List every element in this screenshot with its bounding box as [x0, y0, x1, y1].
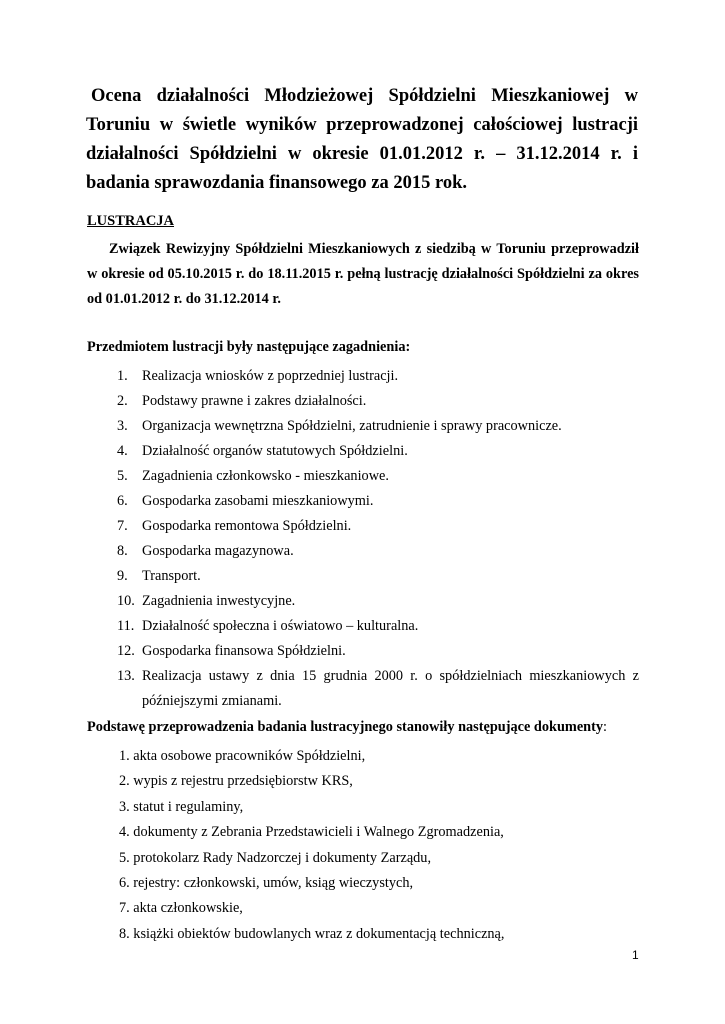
list-item — [87, 564, 639, 589]
document-title — [86, 82, 638, 198]
list-item-number: 1. — [117, 368, 128, 384]
list-item — [87, 664, 639, 714]
list-item-text: Gospodarka finansowa Spółdzielni. — [142, 643, 346, 659]
list-item-text: Realizacja ustawy z dnia 15 grudnia 2000 r. o spółdzielniach mieszkaniowych z późniejszymi zmianami. — [142, 668, 639, 709]
documents-heading-text: Podstawę przeprowadzenia badania lustracyjnego stanowiły następujące dokumenty — [87, 719, 604, 735]
list-item-number: 12. — [117, 643, 135, 659]
list-item-text: Organizacja wewnętrzna Spółdzielni, zatrudnienie i sprawy pracownicze. — [142, 418, 562, 434]
list-item-number: 3. — [117, 418, 128, 434]
list-item-number: 4. — [117, 443, 128, 459]
subjects-heading: Przedmiotem lustracji były następujące zagadnienia: — [87, 339, 411, 355]
list-item: 5. protokolarz Rady Nadzorczej i dokumenty Zarządu, — [119, 849, 432, 866]
list-item — [87, 589, 639, 614]
list-item-number: 9. — [117, 568, 128, 584]
list-item — [87, 439, 639, 464]
section-heading-lustracja: LUSTRACJA — [87, 213, 175, 229]
list-item-number: 2. — [117, 393, 128, 409]
documents-list — [87, 744, 639, 947]
list-item — [87, 414, 639, 439]
list-item-text: Zagadnienia inwestycyjne. — [142, 593, 296, 609]
list-item: 1. akta osobowe pracowników Spółdzielni, — [119, 748, 366, 764]
list-item-text: Zagadnienia członkowsko - mieszkaniowe. — [142, 468, 389, 484]
list-item-number: 8. — [117, 543, 128, 559]
list-item-number: 6. — [117, 493, 128, 509]
subjects-list — [87, 364, 639, 714]
list-item: 4. dokumenty z Zebrania Przedstawicieli i Walnego Zgromadzenia, — [119, 824, 504, 841]
list-item — [87, 639, 639, 664]
title-first-line: Ocena działalności Młodzieżowej Spółdzielni Mieszkaniowej w Toruniu w — [86, 86, 638, 135]
list-item — [87, 489, 639, 514]
list-item — [87, 389, 639, 414]
list-item-text: Gospodarka remontowa Spółdzielni. — [142, 518, 352, 534]
list-item: 2. wypis z rejestru przedsiębiorstw KRS, — [119, 773, 353, 790]
list-item — [87, 364, 639, 389]
list-item: 7. akta członkowskie, — [119, 900, 243, 917]
list-item-text: Transport. — [142, 568, 201, 584]
list-item-text: Gospodarka zasobami mieszkaniowymi. — [142, 493, 374, 509]
list-item-text: Gospodarka magazynowa. — [142, 543, 294, 559]
list-item — [87, 614, 639, 639]
title-continuation: świetle wyników przeprowadzonej całościowej lustracji działalności Spółdzielni w okresie 01.01.2012 r. – 31.12.2014 r. i badania sprawozdania finansowego za 2015 rok. — [86, 115, 638, 193]
list-item-text: Podstawy prawne i zakres działalności. — [142, 393, 367, 409]
list-item — [87, 514, 639, 539]
list-item-number: 7. — [117, 518, 128, 534]
list-item-number: 5. — [117, 468, 128, 484]
list-item — [87, 539, 639, 564]
list-item-text: Realizacja wniosków z poprzedniej lustracji. — [142, 368, 399, 384]
intro-paragraph: Związek Rewizyjny Spółdzielni Mieszkaniowych z siedzibą w Toruniu przeprowadził w okresie od 05.10.2015 r. do 18.11.2015 r. pełną lustrację działalności Spółdzielni za okres od 01.01.2012 r. do 31.12.2014 r. — [87, 241, 639, 307]
list-item-text: Działalność organów statutowych Spółdzielni. — [142, 443, 408, 459]
documents-heading-colon: : — [603, 719, 608, 735]
list-item-number: 13. — [117, 668, 135, 684]
list-item-number: 10. — [117, 593, 135, 609]
list-item — [87, 464, 639, 489]
list-item: 3. statut i regulaminy, — [119, 798, 244, 815]
list-item: 6. rejestry: członkowski, umów, ksiąg wieczystych, — [119, 875, 414, 892]
documents-heading — [87, 719, 607, 736]
list-item-text: Działalność społeczna i oświatowo – kulturalna. — [142, 618, 419, 634]
page-number: 1 — [632, 948, 639, 962]
list-item-number: 11. — [117, 618, 135, 634]
list-item: 8. książki obiektów budowlanych wraz z dokumentacją techniczną, — [119, 925, 505, 942]
